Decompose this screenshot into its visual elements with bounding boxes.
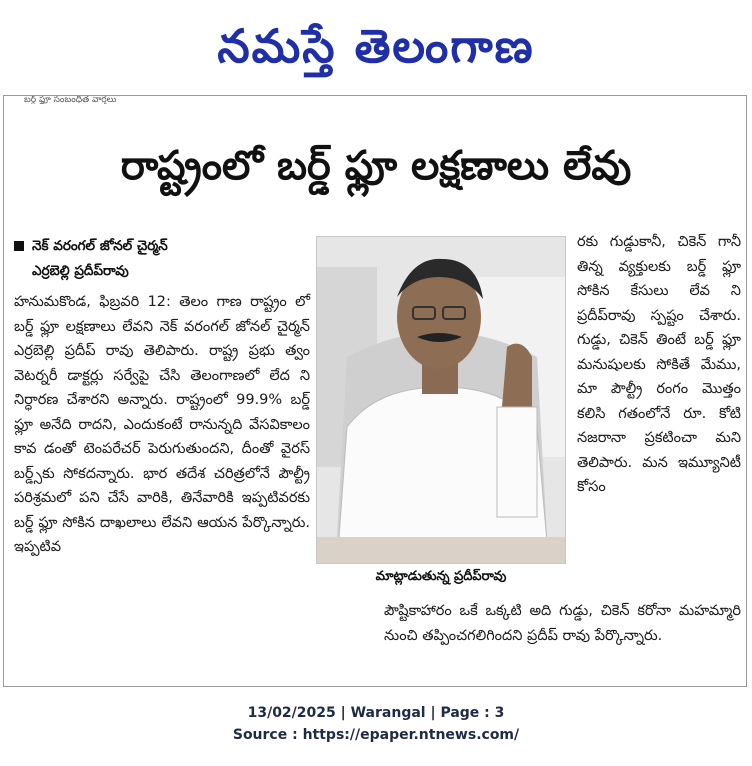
article-clipping (3, 95, 747, 687)
subhead-line-1: నెక్ వరంగల్ జోనల్ చైర్మన్ (32, 238, 168, 254)
body-bottom: పౌష్టికాహారం ఒకే ఒక్కటి అది గుడ్డు, చికెన్ కరోనా మహమ్మారి నుంచి తప్పించగలిగిందని ప్రదీప్ రావు పేర్కొన్నారు. (384, 603, 741, 644)
headline: రాష్ట్రంలో బర్డ్ ఫ్లూ లక్షణాలు లేవు (120, 143, 632, 189)
photo-caption: మాట్లాడుతున్న ప్రదీప్‌రావు (375, 569, 507, 584)
footer-source-line: Source : https://epaper.ntnews.com/ (232, 727, 520, 743)
body-left: హనుమకొండ, ఫిబ్రవరి 12: తెలం గాణ రాష్ట్రం లో బర్డ్ ఫ్లూ లక్షణాలు లేవని నెక్ వరంగల్ జోనల్ చైర్మన్ ఎర్రబెల్లి ప్రదీప్ రావు తెలిపారు. రాష్ట్ర ప్రభు త్వం వెటర్నరీ డాక్టర్లు సర్వేపై చేసి తెలంగాణలో లేద ని నిర్ధారణ చేశారని అన్నారు. రాష్ట్రంలో 99.9% బర్డ్ ఫ్లూ అనేది రాదని, ఎందుకంటే రానున్నది వేసవికాలం కావ డంతో టెంపరేచర్ పెరుగుతుందని, దీంతో వైరస్ బర్డ్స్‌కు సోకదన్నారు. భార తదేశ చరిత్రలోనే పౌల్ట్రీ పరిశ్రమలో పని చేసే వారికి, తినేవారికి ఇప్పటివరకు బర్డ్ ఫ్లూ సోకిన దాఖలాలు లేవని ఆయన పేర్కొన్నారు. ఇప్పటివ (14, 294, 310, 555)
body-right: రకు గుడ్డుకానీ, చికెన్ గానీ తిన్న వ్యక్తులకు బర్డ్ ఫ్లూ సోకిన కేసులు లేవ ని ప్రదీప్‌రావు స్పష్టం చేశారు. గుడ్డు, చికెన్ తింటే బర్డ్ ఫ్లూ మనుషులకు సోకితే మేము, మా పౌల్ట్రీ రంగం మొత్తం కలిసి గతంలోనే రూ. కోటి నజరానా ప్రకటించా మని తెలిపారు. మన ఇమ్యూనిటీ కోసం (577, 234, 741, 495)
bullet-icon (14, 241, 24, 251)
source-footer (0, 702, 752, 746)
subhead-line-2: ఎర్రబెల్లి ప్రదీప్‌రావు (32, 263, 129, 279)
masthead-title: నమస్తే తెలంగాణ (217, 19, 535, 73)
cutline: బర్డ్ ఫ్లూ సంబంధిత వార్తలు (24, 96, 117, 104)
article-photo (316, 236, 566, 564)
person-photo-icon (317, 237, 566, 564)
subhead (14, 234, 310, 284)
footer-edition-line: 13/02/2025 | Warangal | Page : 3 (247, 705, 505, 721)
article-column-left (14, 234, 310, 560)
